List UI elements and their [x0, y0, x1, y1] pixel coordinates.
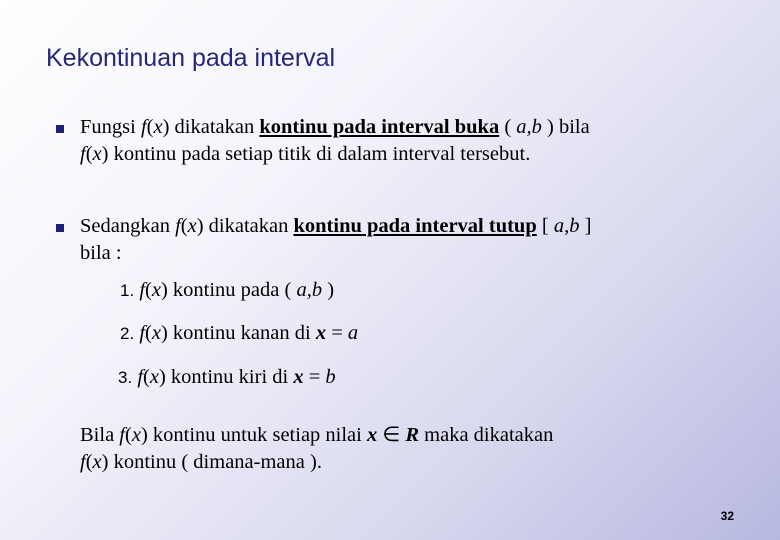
term-closed-interval: kontinu pada interval tutup	[293, 215, 537, 237]
paragraph-open-interval: Fungsi f(x) dikatakan kontinu pada interval buka ( a,b ) bila f(x) kontinu pada setiap titik di dalam interval tersebut.	[80, 116, 590, 165]
condition-item-3: 3. f(x) kontinu kiri di x = b	[118, 366, 336, 388]
paragraph-closed-interval: Sedangkan f(x) dikatakan kontinu pada interval tutup [ a,b ] bila :	[80, 215, 592, 264]
condition-item-1: 1. f(x) kontinu pada ( a,b )	[120, 279, 335, 301]
paragraph-everywhere-continuous: Bila f(x) kontinu untuk setiap nilai x ∈ R maka dikatakan f(x) kontinu ( dimana-mana ).	[80, 424, 554, 473]
condition-item-2: 2. f(x) kontinu kanan di x = a	[120, 322, 359, 344]
bullet-marker	[56, 125, 64, 133]
bullet-marker	[56, 224, 64, 232]
page-number: 32	[720, 509, 734, 523]
term-open-interval: kontinu pada interval buka	[259, 116, 500, 138]
slide-title: Kekontinuan pada interval	[46, 44, 336, 72]
